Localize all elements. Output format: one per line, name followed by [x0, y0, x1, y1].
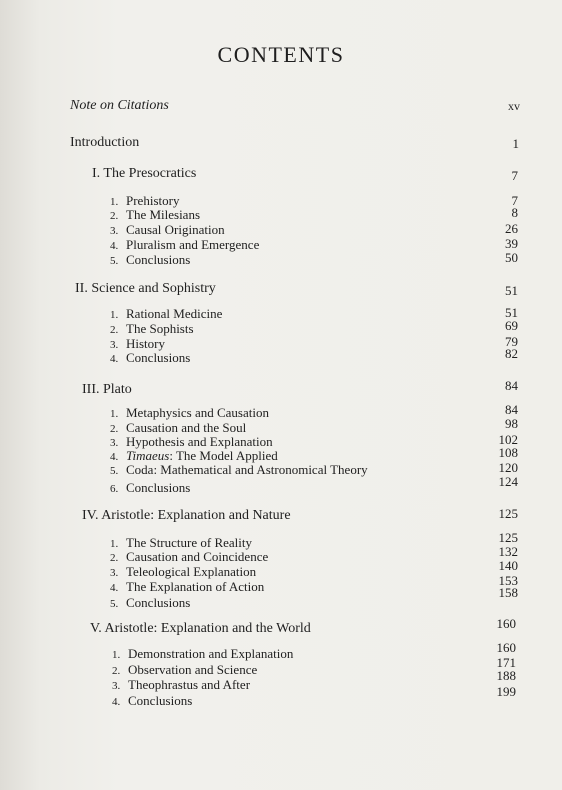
- entry-page: 199: [496, 684, 516, 699]
- entry-page: 98: [505, 416, 518, 431]
- toc-entry: [110, 350, 190, 366]
- entry-label: Observation and Science: [128, 662, 258, 677]
- chapter-2-page: 51: [505, 283, 518, 298]
- toc-entry: [110, 595, 190, 611]
- entry-index: 4.: [110, 240, 119, 252]
- entry-label: Conclusions: [126, 252, 191, 267]
- entry-page: 108: [498, 445, 518, 460]
- toc-note-label: Note on Citations: [70, 98, 169, 113]
- entry-label: Demonstration and Explanation: [128, 646, 294, 661]
- entry-label: Causal Origination: [126, 222, 225, 237]
- entry-page: 69: [505, 318, 518, 333]
- toc-note-page: xv: [508, 99, 520, 113]
- chapter-3-title: III. Plato: [82, 382, 132, 397]
- entry-page: 132: [498, 544, 518, 559]
- entry-index: 4.: [112, 696, 121, 708]
- entry-index: 5.: [110, 255, 119, 267]
- toc-entry: [110, 405, 269, 421]
- entry-label: : The Model Applied: [169, 448, 278, 463]
- entry-index: 1.: [110, 538, 119, 550]
- entry-label: Teleological Explanation: [126, 564, 257, 579]
- entry-label: Theophrastus and After: [128, 677, 251, 692]
- entry-page: 140: [498, 558, 518, 573]
- entry-page: 51: [505, 305, 518, 320]
- entry-label: The Explanation of Action: [126, 579, 265, 594]
- entry-page: 84: [505, 402, 518, 417]
- entry-page: 158: [498, 585, 518, 600]
- page-title: CONTENTS: [217, 42, 345, 67]
- entry-index: 2.: [110, 324, 119, 336]
- entry-page: 7: [511, 193, 518, 208]
- entry-page: 26: [505, 221, 518, 236]
- chapter-5-page: 160: [496, 616, 516, 631]
- entry-page: 160: [496, 640, 516, 655]
- chapter-1-page: 7: [511, 168, 518, 183]
- entry-page: 79: [505, 334, 518, 349]
- entry-index: 4.: [110, 353, 119, 365]
- toc-entry: [110, 222, 225, 238]
- chapter-4-title: IV. Aristotle: Explanation and Nature: [82, 508, 291, 523]
- entry-index: 2.: [110, 210, 119, 222]
- chapter-4-page: 125: [498, 506, 518, 521]
- entry-index: 2.: [110, 552, 119, 564]
- toc-entry: [110, 564, 256, 580]
- entry-index: 1.: [110, 408, 119, 420]
- entry-index: 6.: [110, 483, 119, 495]
- toc-entry: [110, 480, 190, 496]
- entry-label: The Sophists: [126, 321, 194, 336]
- entry-index: 5.: [110, 598, 119, 610]
- entry-page: 50: [505, 250, 518, 265]
- toc-entry: [110, 579, 264, 595]
- entry-label: Causation and the Soul: [126, 420, 247, 435]
- entry-page: 125: [498, 530, 518, 545]
- entry-label: Conclusions: [126, 350, 191, 365]
- entry-index: 2.: [110, 423, 119, 435]
- entry-label: Coda: Mathematical and Astronomical Theory: [126, 462, 368, 477]
- entry-index: 4.: [110, 451, 119, 463]
- toc-entry: [110, 462, 368, 478]
- toc-entry: [112, 677, 250, 693]
- entry-page: 171: [496, 655, 516, 670]
- entry-label: Rational Medicine: [126, 306, 223, 321]
- toc-entry: [112, 693, 192, 709]
- toc-entry: [110, 306, 222, 322]
- entry-label: History: [126, 336, 165, 351]
- entry-label: The Milesians: [126, 207, 201, 222]
- entry-index: 3.: [110, 567, 119, 579]
- entry-page: 153: [498, 573, 518, 588]
- chapter-5-title: V. Aristotle: Explanation and the World: [90, 621, 311, 636]
- toc-entry: [110, 252, 190, 268]
- entry-label: Hypothesis and Explanation: [126, 434, 273, 449]
- entry-page: 188: [496, 668, 516, 683]
- entry-label: Prehistory: [126, 193, 180, 208]
- entry-index: 2.: [112, 665, 121, 677]
- entry-label: The Structure of Reality: [126, 535, 252, 550]
- entry-index: 3.: [110, 437, 119, 449]
- entry-index: 3.: [112, 680, 121, 692]
- toc-entry: [112, 662, 257, 678]
- entry-index: 4.: [110, 582, 119, 594]
- entry-page: 39: [505, 236, 518, 251]
- entry-index: 1.: [112, 649, 121, 661]
- chapter-2-title: II. Science and Sophistry: [75, 281, 216, 296]
- entry-label: Metaphysics and Causation: [126, 405, 269, 420]
- entry-label: Causation and Coincidence: [126, 549, 269, 564]
- entry-label: Conclusions: [126, 595, 191, 610]
- toc-entry: [110, 549, 268, 565]
- entry-page: 8: [511, 205, 518, 220]
- entry-page: 124: [498, 474, 518, 489]
- toc-entry: [110, 321, 194, 337]
- entry-page: 102: [498, 432, 518, 447]
- chapter-1-title: I. The Presocratics: [92, 166, 197, 181]
- entry-index: 1.: [110, 309, 119, 321]
- toc-entry: [110, 207, 200, 223]
- entry-index: 3.: [110, 225, 119, 237]
- entry-index: 1.: [110, 196, 119, 208]
- entry-label-italic: Timaeus: [126, 448, 170, 463]
- entry-label: Conclusions: [128, 693, 193, 708]
- entry-index: 3.: [110, 339, 119, 351]
- toc-intro-page: 1: [512, 136, 519, 151]
- toc-entry: [110, 237, 259, 253]
- toc-intro-label: Introduction: [70, 135, 140, 150]
- chapter-3-page: 84: [505, 378, 518, 393]
- entry-page: 82: [505, 346, 518, 361]
- entry-label: Pluralism and Emergence: [126, 237, 260, 252]
- entry-index: 5.: [110, 465, 119, 477]
- entry-page: 120: [498, 460, 518, 475]
- toc-entry: [112, 646, 293, 662]
- entry-label: Conclusions: [126, 480, 191, 495]
